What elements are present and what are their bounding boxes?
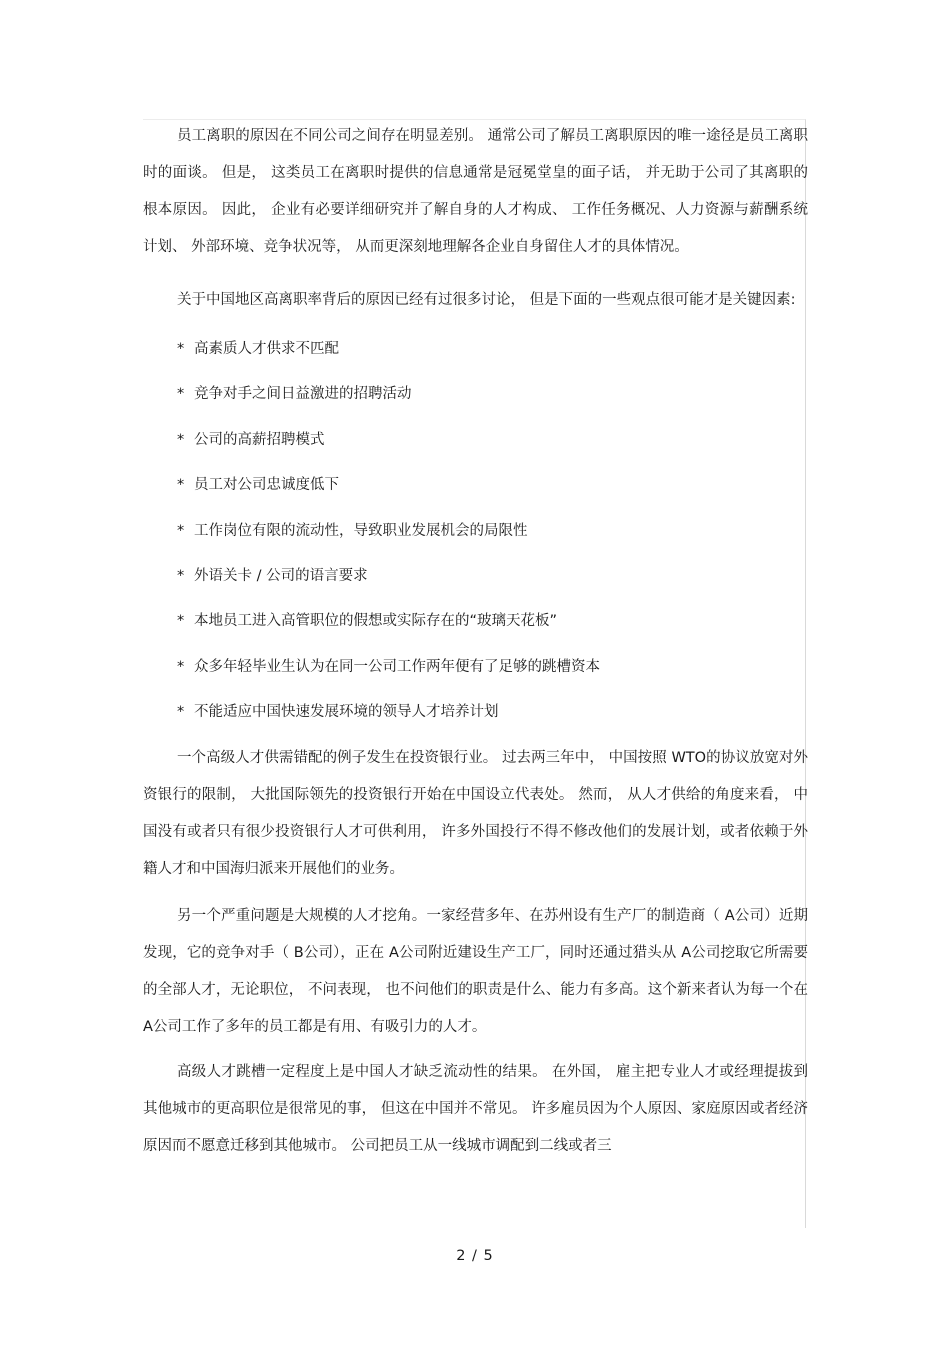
list-item [143,645,808,690]
bullet-marker: * [177,704,185,721]
paragraph-5: 高级人才跳槽一定程度上是中国人才缺乏流动性的结果。 在外国， 雇主把专业人才或经理提拔到其他城市的更高职位是很常见的事， 但这在中国并不常见。 许多雇员因为个人原因、家庭原因或者经济原因而不愿意迁移到其他城市。 公司把员工从一线城市调配到二线或者三 [143,1063,808,1154]
bullet-marker: * [177,341,185,357]
list-item-text: 不能适应中国快速发展环境的领导人才培养计划 [194,704,499,721]
bullet-marker: * [177,477,185,494]
page-number: 2 / 5 [456,1248,494,1264]
list-item-text: 本地员工进入高管职位的假想或实际存在的“玻璃天花板” [194,613,558,630]
list-item-text: 众多年轻毕业生认为在同一公司工作两年便有了足够的跳槽资本 [194,658,600,675]
bullet-marker: * [177,431,185,448]
list-item-text: 工作岗位有限的流动性，导致职业发展机会的局限性 [194,522,528,539]
paragraph-2: 关于中国地区高离职率背后的原因已经有过很多讨论， 但是下面的一些观点很可能才是关键因素: [177,292,796,308]
paragraph-4: 另一个严重问题是大规模的人才挖角。一家经营多年、在苏州设有生产厂的制造商（ A公司）近期发现，它的竞争对手（ B公司），正在 A公司附近建设生产工厂，同时还通过猎头从 A公司挖取它所需要的全部人才，无论职位， 不问表现， 也不问他们的职责是什么、能力有多高。这个新来者认为每一个在 A公司工作了多年的员工都是有用、有吸引力的人才。 [143,907,808,1035]
list-item [143,554,808,599]
list-item-text: 高素质人才供求不匹配 [194,341,339,357]
reason-list [143,327,808,736]
list-item [143,690,808,735]
bullet-marker: * [177,568,185,585]
list-item-text: 竞争对手之间日益激进的招聘活动 [194,386,412,403]
list-item-text: 外语关卡 / 公司的语言要求 [194,568,368,585]
bullet-marker: * [177,658,185,675]
list-item-text: 公司的高薪招聘模式 [194,431,325,448]
list-item [143,372,808,417]
list-item [143,327,808,372]
paragraph-1: 员工离职的原因在不同公司之间存在明显差别。 通常公司了解员工离职原因的唯一途径是员工离职时的面谈。 但是， 这类员工在离职时提供的信息通常是冠冕堂皇的面子话， 并无助于公司了其离职的根本原因。 因此， 企业有必要详细研究并了解自身的人才构成、 工作任务概况、人力资源与薪酬系统计划、 外部环境、竞争状况等， 从而更深刻地理解各企业自身留住人才的具体情况。 [143,128,808,255]
bullet-marker: * [177,613,185,630]
list-item [143,509,808,554]
list-item-text: 员工对公司忠诚度低下 [194,477,339,494]
list-item [143,599,808,644]
paragraph-3: 一个高级人才供需错配的例子发生在投资银行业。 过去两三年中， 中国按照 WTO的协议放宽对外资银行的限制， 大批国际领先的投资银行开始在中国设立代表处。 然而， 从人才供给的角度来看， 中国没有或者只有很少投资银行人才可供利用， 许多外国投行不得不修改他们的发展计划，或者依赖于外籍人才和中国海归派来开展他们的业务。 [143,749,808,877]
bullet-marker: * [177,386,185,403]
list-item [143,418,808,463]
bullet-marker: * [177,522,185,539]
document-body [143,118,808,1165]
list-item [143,463,808,508]
